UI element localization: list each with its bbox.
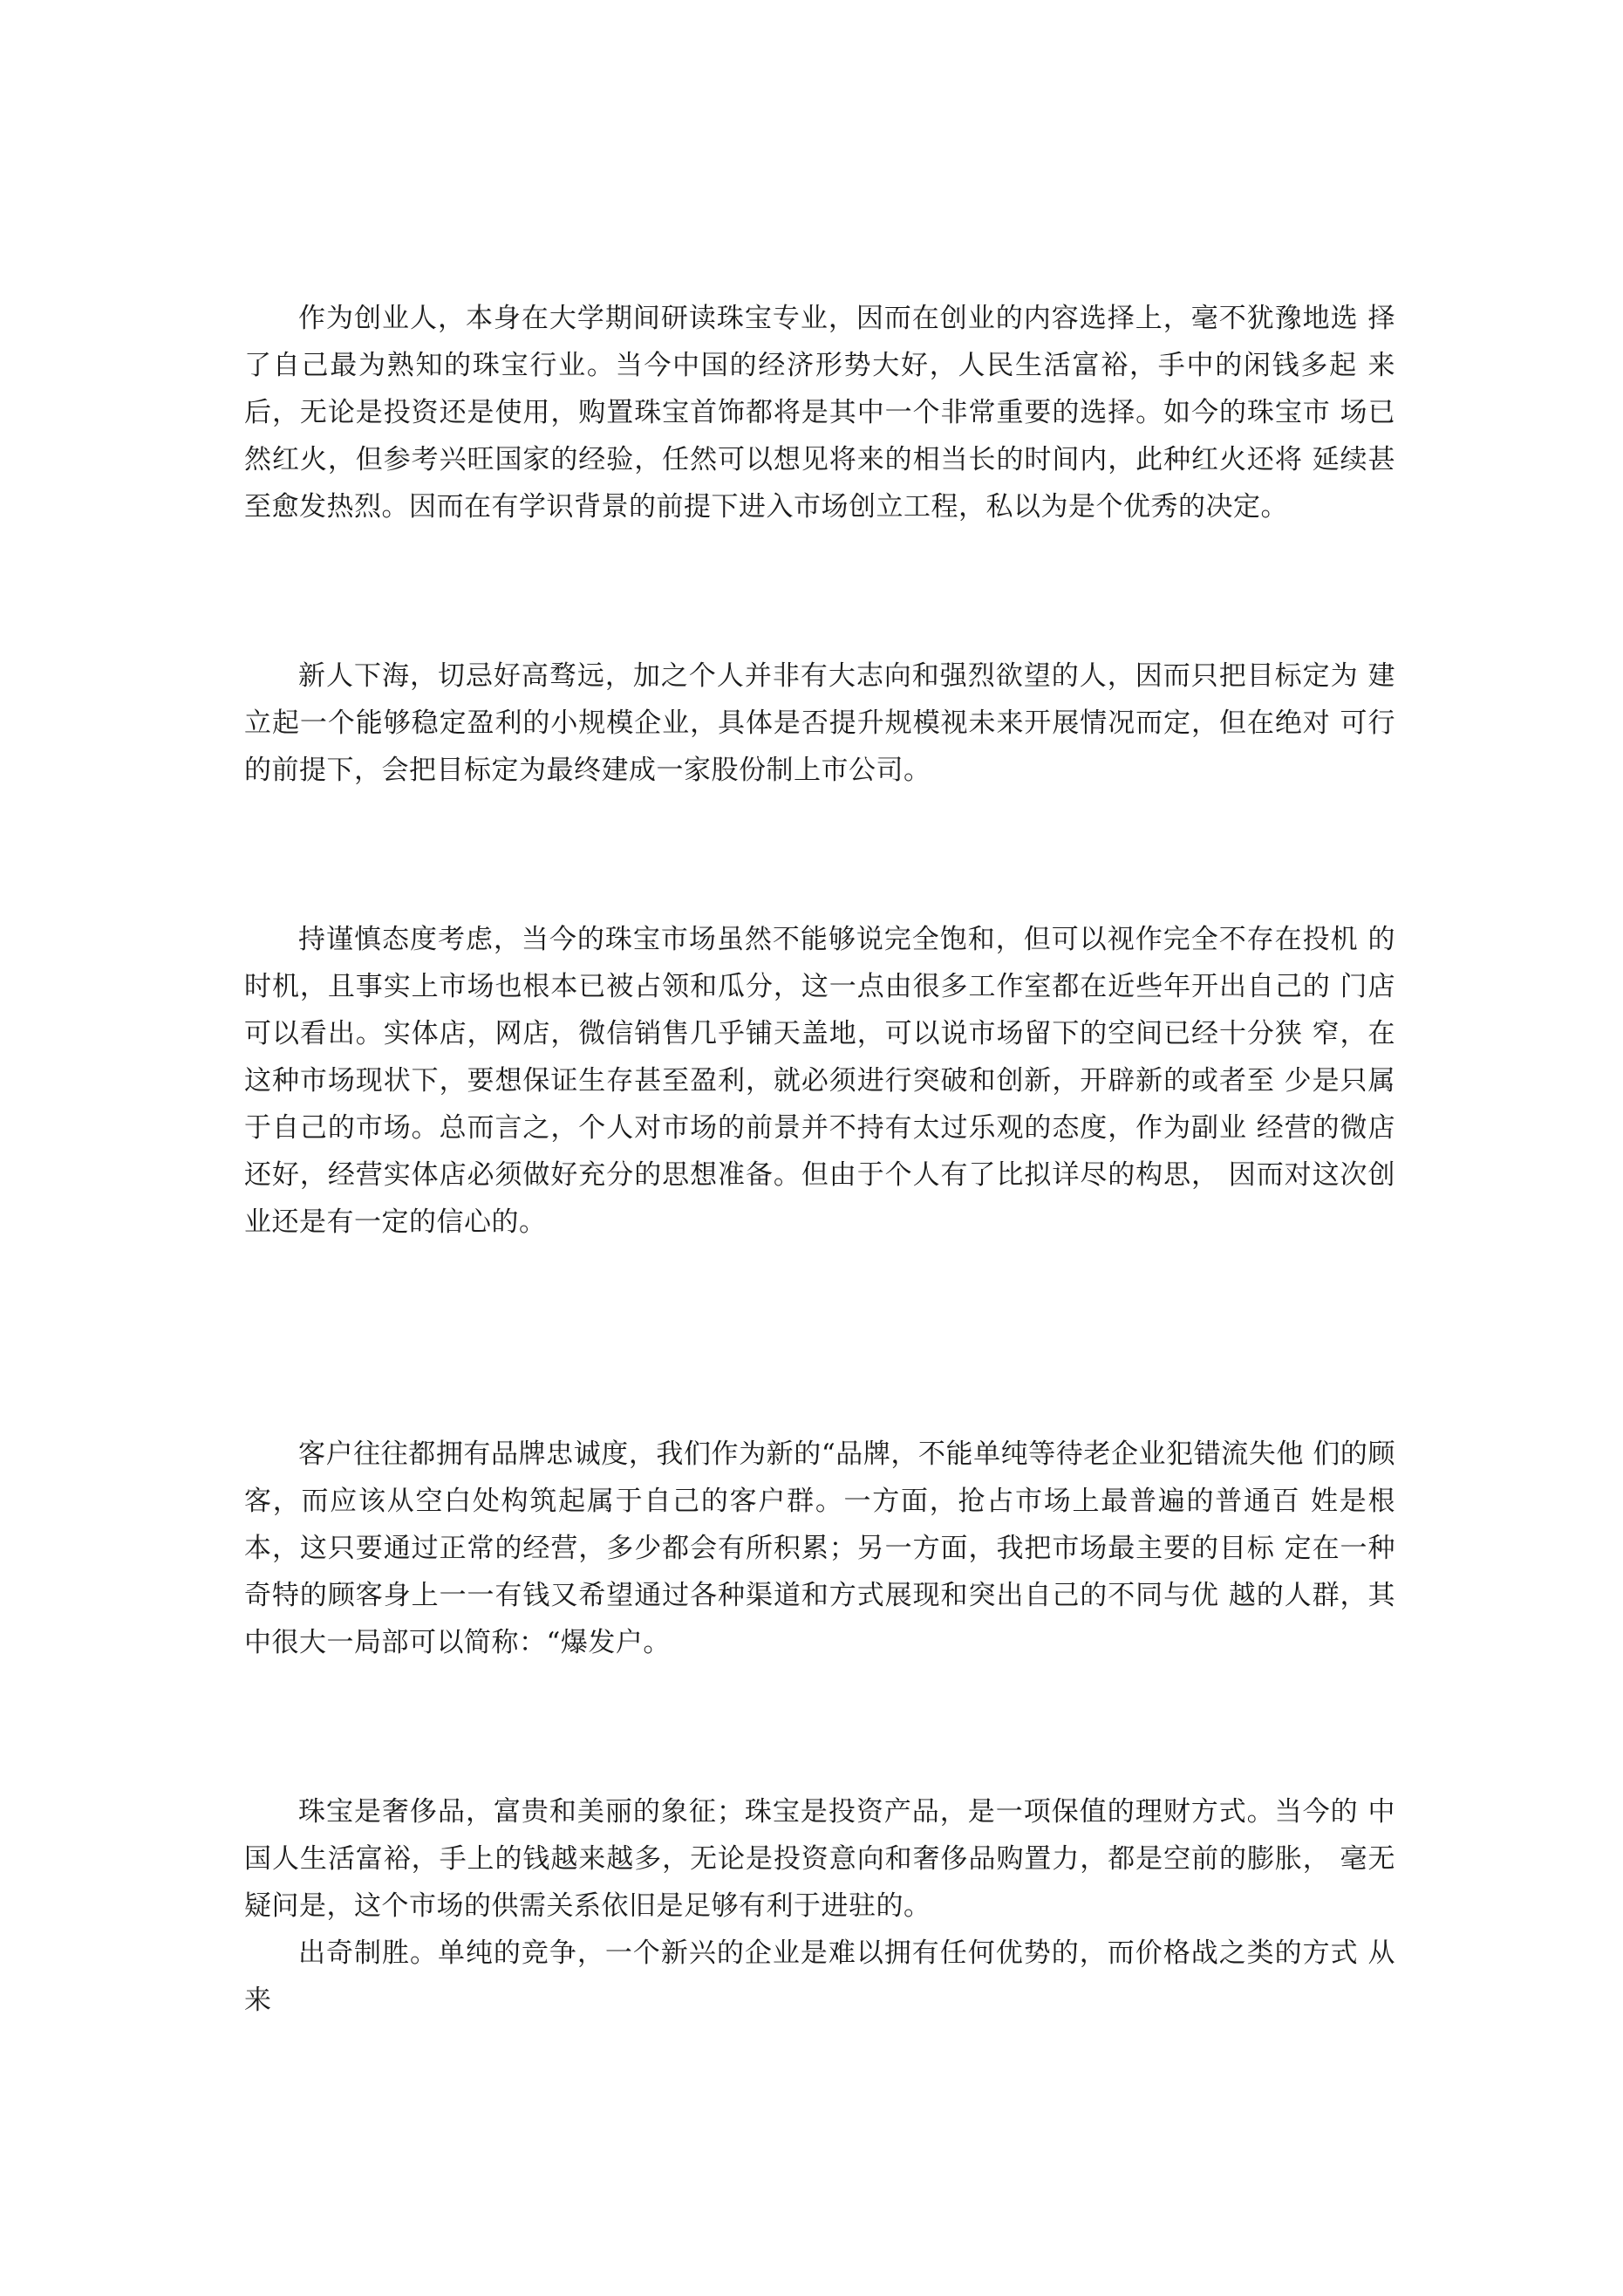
paragraph-3: 持谨慎态度考虑，当今的珠宝市场虽然不能够说完全饱和，但可以视作完全不存在投机 的时机，且事实上市场也根本已被占领和瓜分，这一点由很多工作室都在近些年开出自己的 门店可以看出。实体店，网店，微信销售几乎铺天盖地，可以说市场留下的空间已经十分狭 窄，在这种市场现状下，要想保证生存甚至盈利，就必须进行突破和创新，开辟新的或者至 少是只属于自己的市场。总而言之，个人对市场的前景并不持有太过乐观的态度，作为副业 经营的微店还好，经营实体店必须做好充分的思想准备。但由于个人有了比拟详尽的构思， 因而对这次创业还是有一定的信心的。 [244,924,1395,1238]
paragraph-1: 作为创业人，本身在大学期间研读珠宝专业，因而在创业的内容选择上，毫不犹豫地选 择了自己最为熟知的珠宝行业。当今中国的经济形势大好，人民生活富裕，手中的闲钱多起 来后，无论是投资还是使用，购置珠宝首饰都将是其中一个非常重要的选择。如今的珠宝市 场已然红火，但参考兴旺国家的经验，任然可以想见将来的相当长的时间内，此种红火还将 延续甚至愈发热烈。因而在有学识背景的前提下进入市场创立工程，私以为是个优秀的决定。 [244,303,1395,523]
paragraph-6: 出奇制胜。单纯的竞争，一个新兴的企业是难以拥有任何优势的，而价格战之类的方式 从来 [244,1937,1395,2016]
paragraph-2: 新人下海，切忌好高骛远，加之个人并非有大志向和强烈欲望的人，因而只把目标定为 建立起一个能够稳定盈利的小规模企业，具体是否提升规模视未来开展情况而定，但在绝对 可行的前提下，会把目标定为最终建成一家股份制上市公司。 [244,660,1395,786]
paragraph-4: 客户往往都拥有品牌忠诚度，我们作为新的“品牌，不能单纯等待老企业犯错流失他 们的顾客，而应该从空白处构筑起属于自己的客户群。一方面，抢占市场上最普遍的普通百 姓是根本，这只要通过正常的经营，多少都会有所积累；另一方面，我把市场最主要的目标 定在一种奇特的顾客身上一一有钱又希望通过各种渠道和方式展现和突出自己的不同与优 越的人群，其中很大一局部可以简称：“爆发户。 [244,1438,1395,1658]
paragraph-5: 珠宝是奢侈品，富贵和美丽的象征；珠宝是投资产品，是一项保值的理财方式。当今的 中国人生活富裕，手上的钱越来越多，无论是投资意向和奢侈品购置力，都是空前的膨胀， 毫无疑问是，这个市场的供需关系依旧是足够有利于进驻的。 [244,1796,1395,1922]
